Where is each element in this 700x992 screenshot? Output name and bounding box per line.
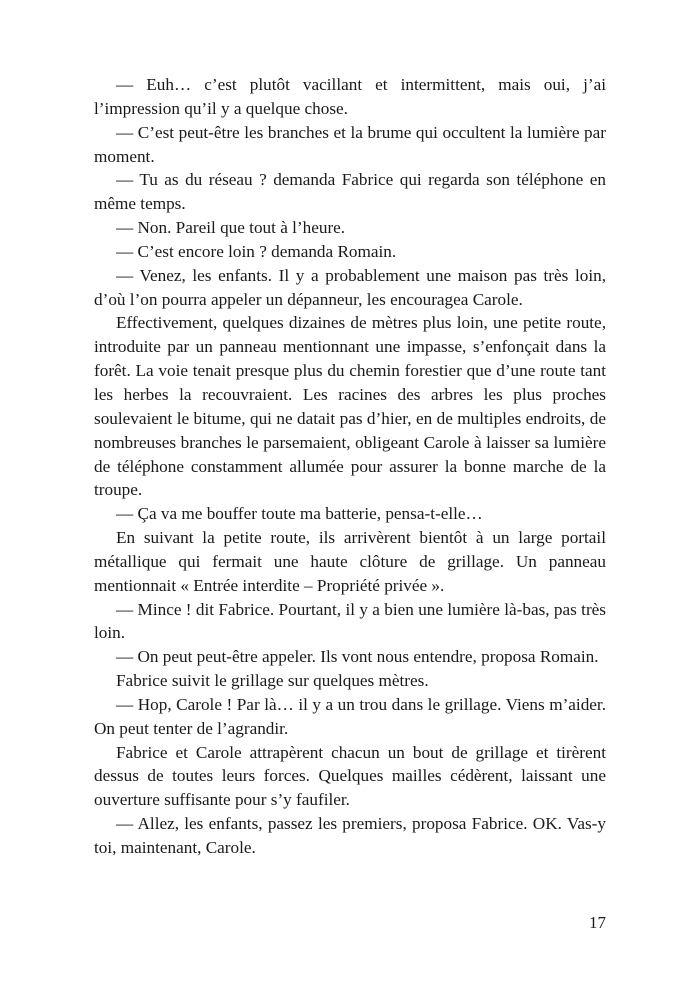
paragraph: — Allez, les enfants, passez les premiers, proposa Fabrice. OK. Vas-y toi, maintenant, Carole. [94,814,606,857]
paragraph: — C’est encore loin ? demanda Romain. [116,241,397,261]
paragraph: — C’est peut-être les branches et la brume qui occultent la lumière par moment. [94,122,606,166]
paragraph: Fabrice et Carole attrapèrent chacun un bout de grillage et tirèrent dessus de toutes leurs forces. Quelques mailles cédèrent, laissant une ouverture suffisante pour s’y faufiler. [94,742,606,810]
paragraph: — Non. Pareil que tout à l’heure. [116,218,346,238]
paragraph: — Ça va me bouffer toute ma batterie, pensa-t-elle… [116,504,483,524]
paragraph: En suivant la petite route, ils arrivèrent bientôt à un large portail métallique qui fermait une haute clôture de grillage. Un panneau mentionnait « Entrée interdite – Propriété privée ». [94,528,606,595]
paragraph: — On peut peut-être appeler. Ils vont nous entendre, proposa Romain. [116,647,599,667]
page-body [94,73,606,860]
paragraph: — Mince ! dit Fabrice. Pourtant, il y a bien une lumière là-bas, pas très loin. [94,599,606,643]
page-number: 17 [589,913,606,932]
paragraph: — Euh… c’est plutôt vacillant et intermittent, mais oui, j’ai l’impression qu’il y a quelque chose. [94,75,606,118]
paragraph: Effectivement, quelques dizaines de mètres plus loin, une petite route, introduite par un panneau mentionnant une impasse, s’enfonçait dans la forêt. La voie tenait presque plus du chemin forestier que d’une route tant les herbes la recouvraient. Les racines des arbres les plus proches soulevaient le bitume, qui ne datait pas d’hier, en de multiples endroits, de nombreuses branches le parsemaient, obligeant Carole à laisser sa lumière de téléphone constamment allumée pour assurer la bonne marche de la troupe. [94,313,606,500]
paragraph: Fabrice suivit le grillage sur quelques mètres. [116,671,429,691]
paragraph: — Tu as du réseau ? demanda Fabrice qui regarda son téléphone en même temps. [94,170,606,214]
paragraph: — Venez, les enfants. Il y a probablement une maison pas très loin, d’où l’on pourra appeler un dépanneur, les encouragea Carole. [94,265,606,309]
paragraph: — Hop, Carole ! Par là… il y a un trou dans le grillage. Viens m’aider. On peut tenter de l’agrandir. [94,694,606,738]
